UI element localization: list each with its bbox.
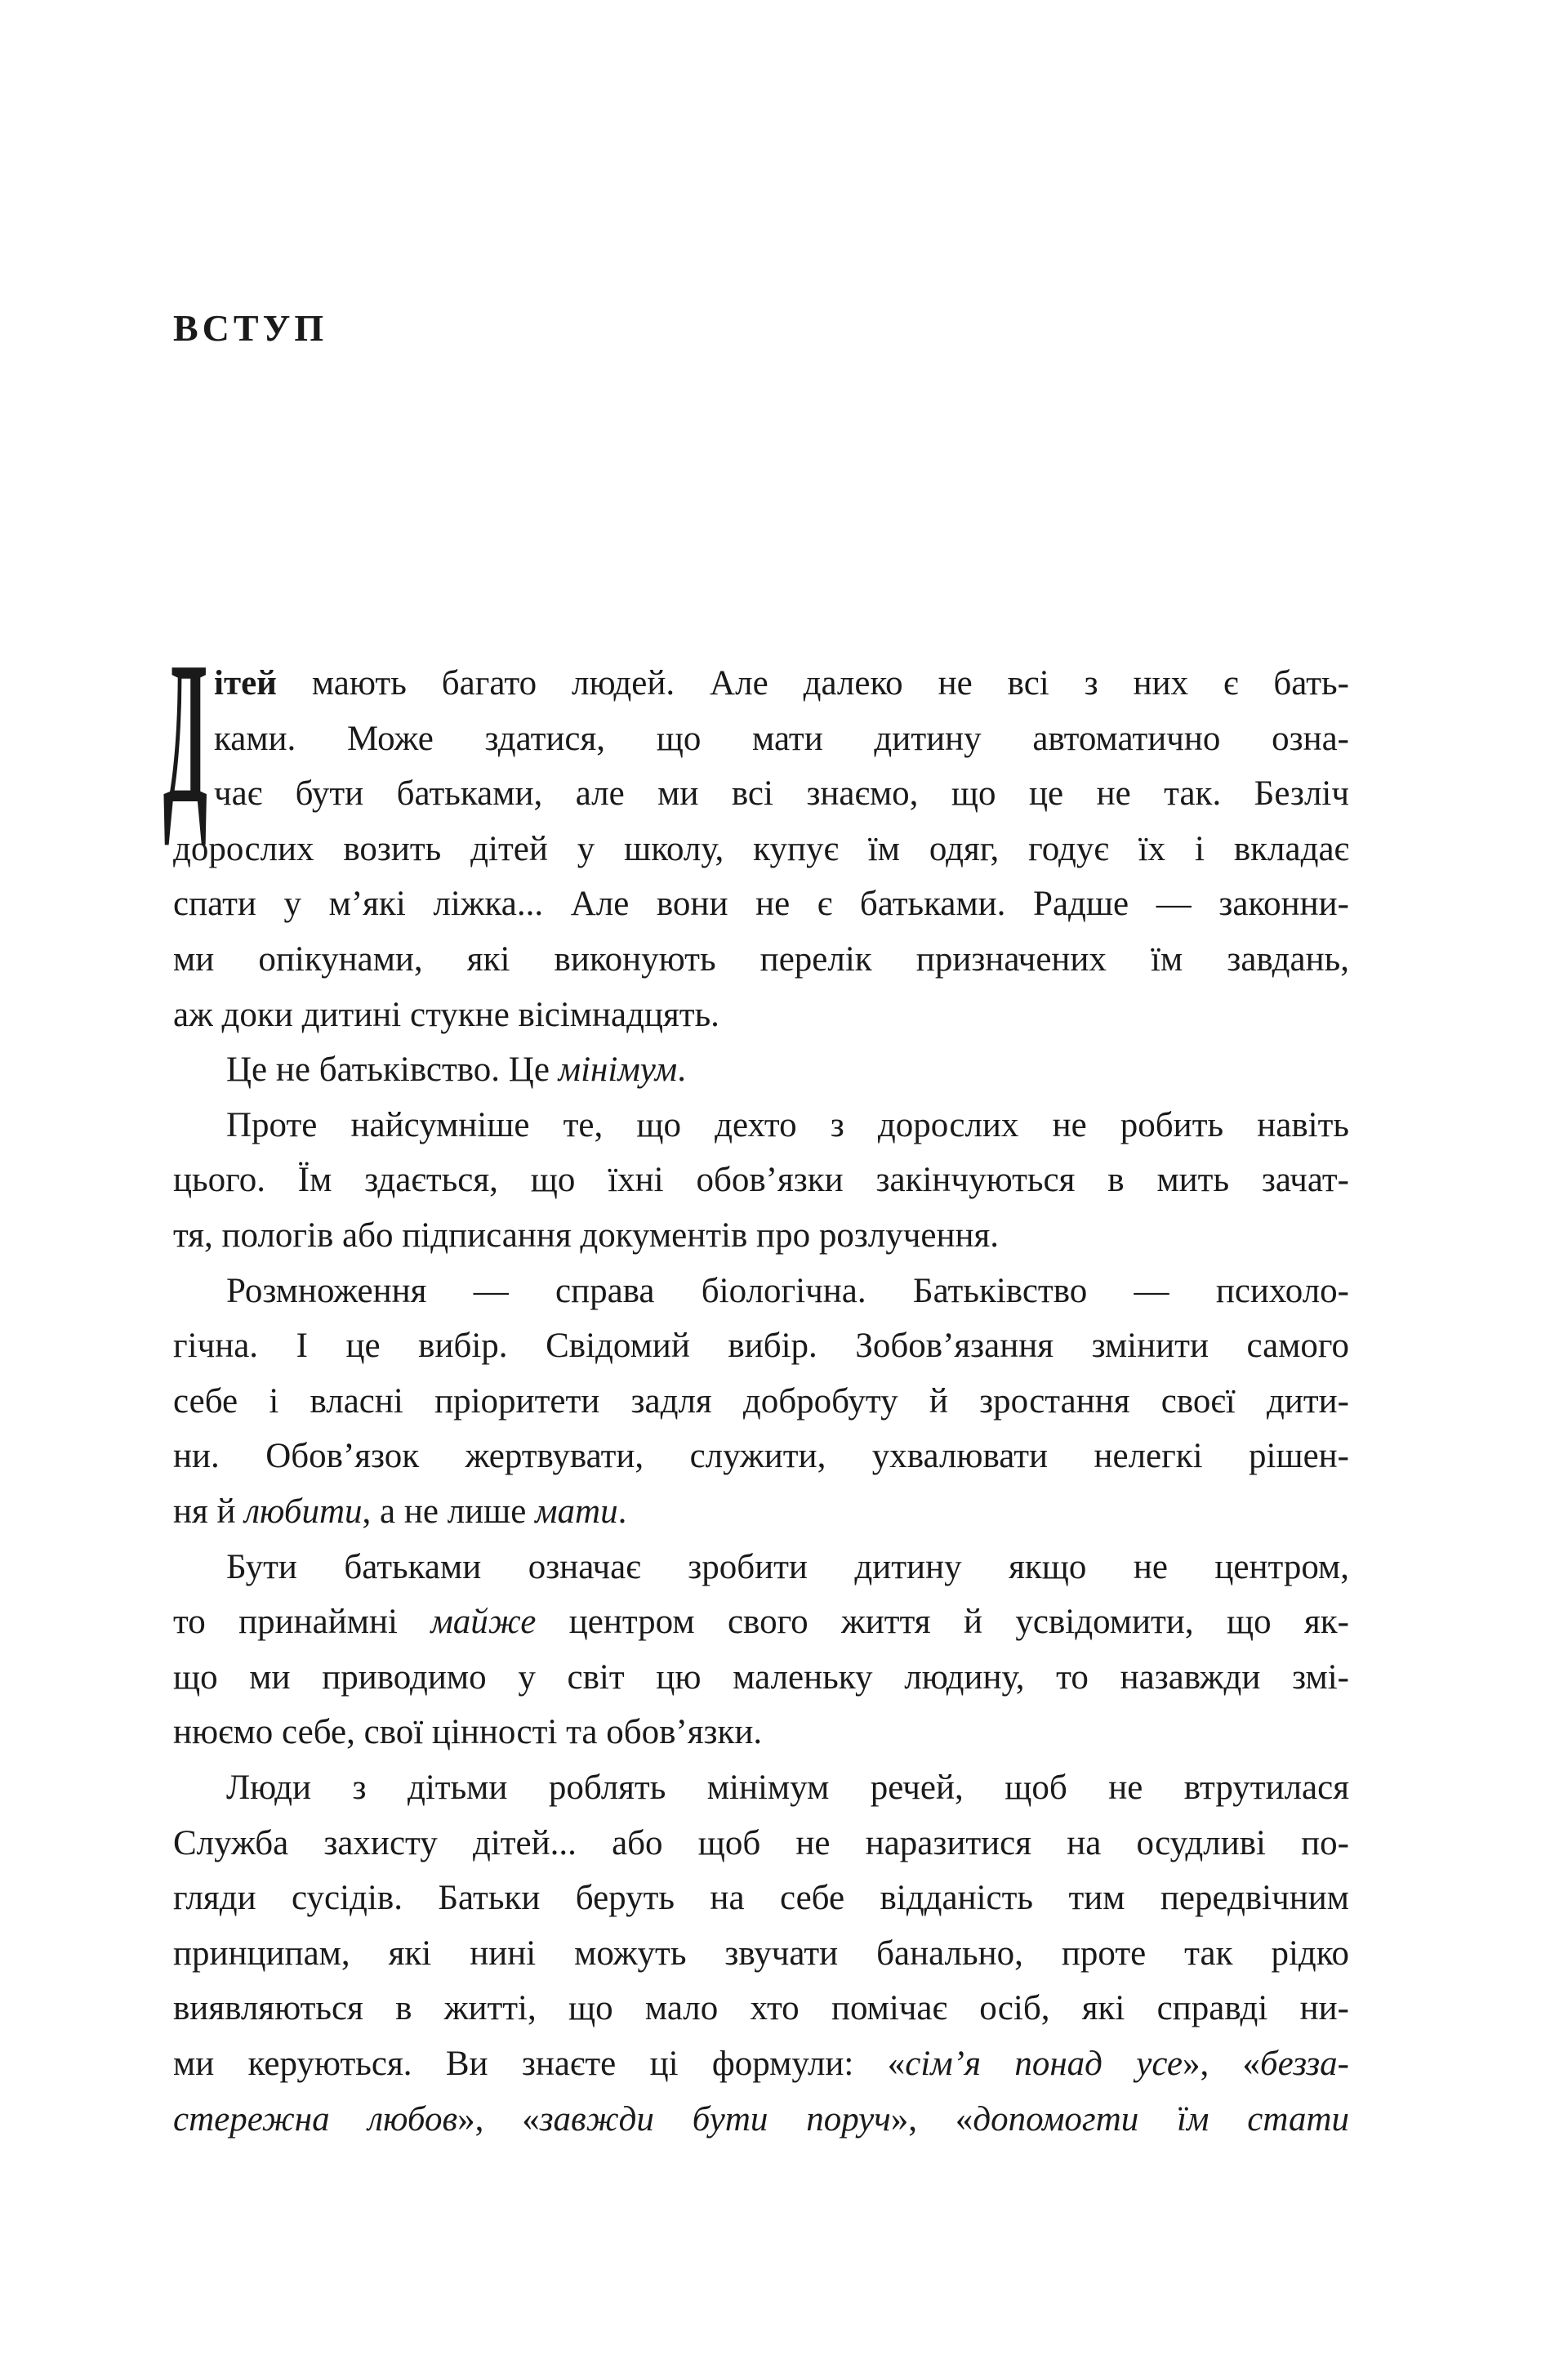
text-line: [173, 1429, 1349, 1484]
text-run: Проте найсумніше те, що дехто з дорослих не робить навіть: [226, 1105, 1349, 1144]
italic-text: майже: [430, 1603, 537, 1642]
text-line: [173, 1540, 1349, 1595]
drop-cap: Д: [163, 620, 207, 846]
bold-text: ітей: [214, 664, 277, 702]
text-line: [173, 1484, 1349, 1540]
text-line: [173, 1981, 1349, 2036]
italic-text: допомогти їм стати: [973, 2099, 1350, 2139]
text-run: Розмноження — справа біологічна. Батьківство — психоло-: [226, 1271, 1349, 1310]
text-run: дорослих возить дітей у школу, купує їм одяг, годує їх і вкладає: [173, 829, 1349, 868]
text-line: [173, 1595, 1349, 1650]
text-run: Бути батьками означає зробити дитину якщо не центром,: [226, 1547, 1349, 1586]
text-run: , а не лише: [362, 1492, 536, 1531]
italic-text: мінімум: [558, 1050, 678, 1090]
text-line: [214, 656, 1349, 711]
text-run: Це не батьківство. Це: [226, 1050, 559, 1090]
text-line: [173, 1153, 1349, 1208]
text-line: [173, 1264, 1349, 1319]
text-run: ками. Може здатися, що мати дитину автоматично озна-: [214, 719, 1349, 758]
italic-text: сім’я понад усе: [905, 2045, 1183, 2083]
text-run: гічна. І це вибір. Свідомий вибір. Зобов’язання змінити самого: [173, 1327, 1349, 1366]
text-line: [173, 932, 1349, 988]
text-line: [173, 1705, 1349, 1760]
text-run: .: [677, 1050, 686, 1090]
text-run: принципам, які нині можуть звучати банально, проте так рідко: [173, 1934, 1349, 1973]
text-line: [214, 711, 1349, 767]
text-line: [173, 1208, 1349, 1264]
italic-text: любити: [244, 1492, 363, 1531]
text-run: тя, пологів або підписання документів про розлучення.: [173, 1216, 1000, 1255]
text-line: [214, 766, 1349, 822]
text-run: .: [617, 1492, 627, 1531]
text-run: цього. Їм здається, що їхні обов’язки закінчуються в мить зачат-: [173, 1161, 1349, 1200]
text-run: мають багато людей. Але далеко не всі з них є бать-: [276, 664, 1349, 702]
text-run: себе і власні пріоритети задля добробуту й зростання своєї дити-: [173, 1381, 1349, 1421]
text-run: », «: [1182, 2045, 1261, 2083]
text-run: центром свого життя й усвідомити, що як-: [536, 1603, 1349, 1642]
text-run: нюємо себе, свої цінності та обов’язки.: [173, 1713, 763, 1752]
text-run: », «: [890, 2099, 973, 2139]
text-run: що ми приводимо у світ цю маленьку людину, то назавжди змі-: [173, 1657, 1349, 1697]
italic-text: стережна любов: [173, 2099, 458, 2139]
text-run: Люди з дітьми роблять мінімум речей, щоб не втрутилася: [226, 1768, 1349, 1807]
text-line: [173, 1374, 1349, 1430]
chapter-title: ВСТУП: [173, 307, 328, 349]
text-run: гляди сусідів. Батьки беруть на себе відданість тим передвічним: [173, 1879, 1349, 1918]
text-run: ми опікунами, які виконують перелік призначених їм завдань,: [173, 940, 1349, 979]
text-line: [173, 1098, 1349, 1153]
text-line: [173, 1760, 1349, 1816]
text-line: [173, 1318, 1349, 1374]
text-run: чає бути батьками, але ми всі знаємо, що це не так. Безліч: [214, 774, 1349, 814]
text-run: аж доки дитині стукне вісімнадцять.: [173, 995, 719, 1034]
text-line: [173, 1816, 1349, 1871]
text-run: », «: [457, 2099, 540, 2139]
text-line: [173, 2036, 1349, 2092]
text-line: [173, 1042, 1349, 1098]
text-line: [173, 1926, 1349, 1982]
text-line: [173, 1650, 1349, 1706]
text-run: виявляються в житті, що мало хто помічає осіб, які справді ни-: [173, 1989, 1349, 2028]
text-run: ми керуються. Ви знаєте ці формули: «: [173, 2045, 906, 2083]
text-run: ня й: [173, 1492, 245, 1531]
text-line: [173, 822, 1349, 877]
text-line: [173, 876, 1349, 932]
text-run: то принаймні: [173, 1603, 431, 1642]
italic-text: безза-: [1260, 2045, 1349, 2083]
text-run: Служба захисту дітей... або щоб не наразитися на осудливі по-: [173, 1823, 1349, 1862]
italic-text: завжди бути поруч: [539, 2099, 891, 2139]
italic-text: мати: [535, 1492, 618, 1531]
text-run: спати у м’які ліжка... Але вони не є батьками. Радше — законни-: [173, 885, 1349, 924]
text-line: [173, 988, 1349, 1043]
text-run: ни. Обов’язок жертвувати, служити, ухвалювати нелегкі рішен-: [173, 1437, 1349, 1476]
text-line: [173, 1871, 1349, 1926]
text-line: [173, 2092, 1349, 2148]
